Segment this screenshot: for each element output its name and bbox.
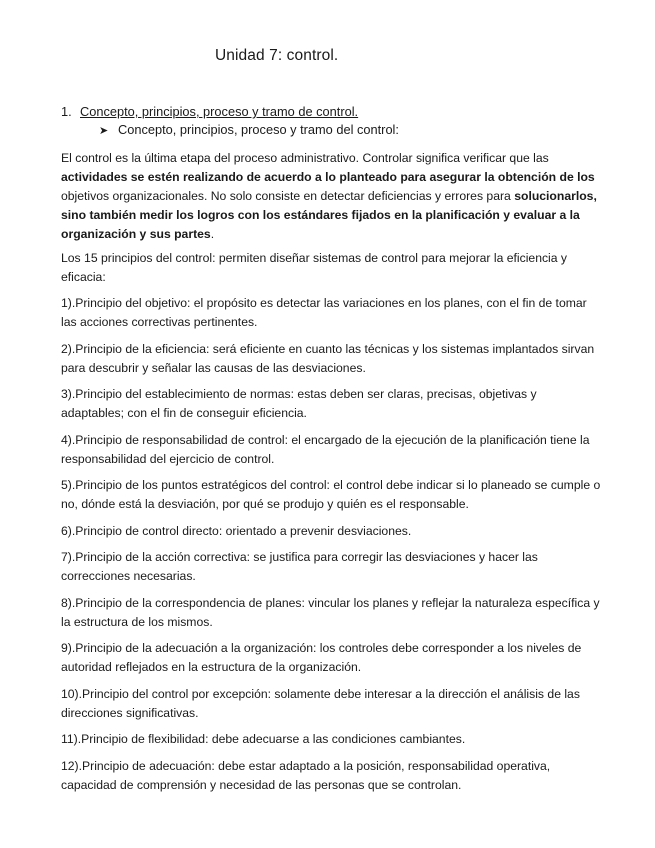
control-definition-paragraph xyxy=(61,149,601,244)
section-heading-text: Concepto, principios, proceso y tramo de control. xyxy=(80,104,359,119)
list-item: 11).Principio de flexibilidad: debe adecuarse a las condiciones cambiantes. xyxy=(61,732,466,746)
document-title: Unidad 7: control. xyxy=(215,47,339,64)
principles-intro-paragraph: Los 15 principios del control: permiten diseñar sistemas de control para mejorar la eficiencia y eficacia: xyxy=(61,251,568,284)
control-definition-text-1: El control es la última etapa del proceso administrativo. Controlar significa verificar que las xyxy=(61,151,549,165)
list-item: 3).Principio del establecimiento de normas: estas deben ser claras, precisas, objetivas y adaptables; con el fin de conseguir eficiencia. xyxy=(61,387,537,420)
control-definition-text-2: objetivos organizacionales. No solo consiste en detectar deficiencias y errores para xyxy=(61,189,515,203)
section-number: 1. xyxy=(61,104,72,119)
list-item: 1).Principio del objetivo: el propósito es detectar las variaciones en los planes, con el fin de tomar las acciones correctivas pertinentes. xyxy=(61,296,587,329)
list-item: 9).Principio de la adecuación a la organización: los controles debe corresponder a los niveles de autoridad reflejados en la estructura de la organización. xyxy=(61,641,582,674)
list-item: 6).Principio de control directo: orientado a prevenir desviaciones. xyxy=(61,523,412,538)
arrow-bullet-icon: ➤ xyxy=(99,125,109,137)
control-definition-bold-2: solucionarlos, sino también medir los logros con los estándares fijados en la planificación y evaluar a la organización y sus partes xyxy=(61,189,597,241)
list-item: 4).Principio de responsabilidad de control: el encargado de la ejecución de la planificación tiene la responsabilidad del ejercicio de control. xyxy=(61,432,590,466)
section-heading xyxy=(61,104,358,119)
list-item: 5).Principio de los puntos estratégicos del control: el control debe indicar si lo planeado se cumple o no, dónde está la desviación, por qué se produjo y quién es el responsable. xyxy=(61,478,601,511)
list-item: 2).Principio de la eficiencia: será eficiente en cuanto las técnicas y los sistemas implantados sirvan para descubrir y señalar las causas de las desviaciones. xyxy=(61,341,595,375)
subsection-heading xyxy=(99,122,399,137)
list-item: 8).Principio de la correspondencia de planes: vincular los planes y reflejar la naturaleza específica y la estructura de los mismos. xyxy=(61,595,600,629)
control-definition-bold-1: actividades se estén realizando de acuerdo a lo planteado para asegurar la obtención de los xyxy=(61,170,595,184)
subsection-heading-text: Concepto, principios, proceso y tramo del control: xyxy=(118,122,399,137)
principles-list xyxy=(61,294,601,802)
control-definition-text-3: . xyxy=(210,227,215,241)
list-item: 7).Principio de la acción correctiva: se justifica para corregir las desviaciones y hacer las correcciones necesarias. xyxy=(61,550,538,583)
list-item: 10).Principio del control por excepción: solamente debe interesar a la dirección el análisis de las direcciones significativas. xyxy=(61,686,580,720)
list-item: 12).Principio de adecuación: debe estar adaptado a la posición, responsabilidad operativa, capacidad de comprensión y necesidad de las personas que se controlan. xyxy=(61,758,551,792)
